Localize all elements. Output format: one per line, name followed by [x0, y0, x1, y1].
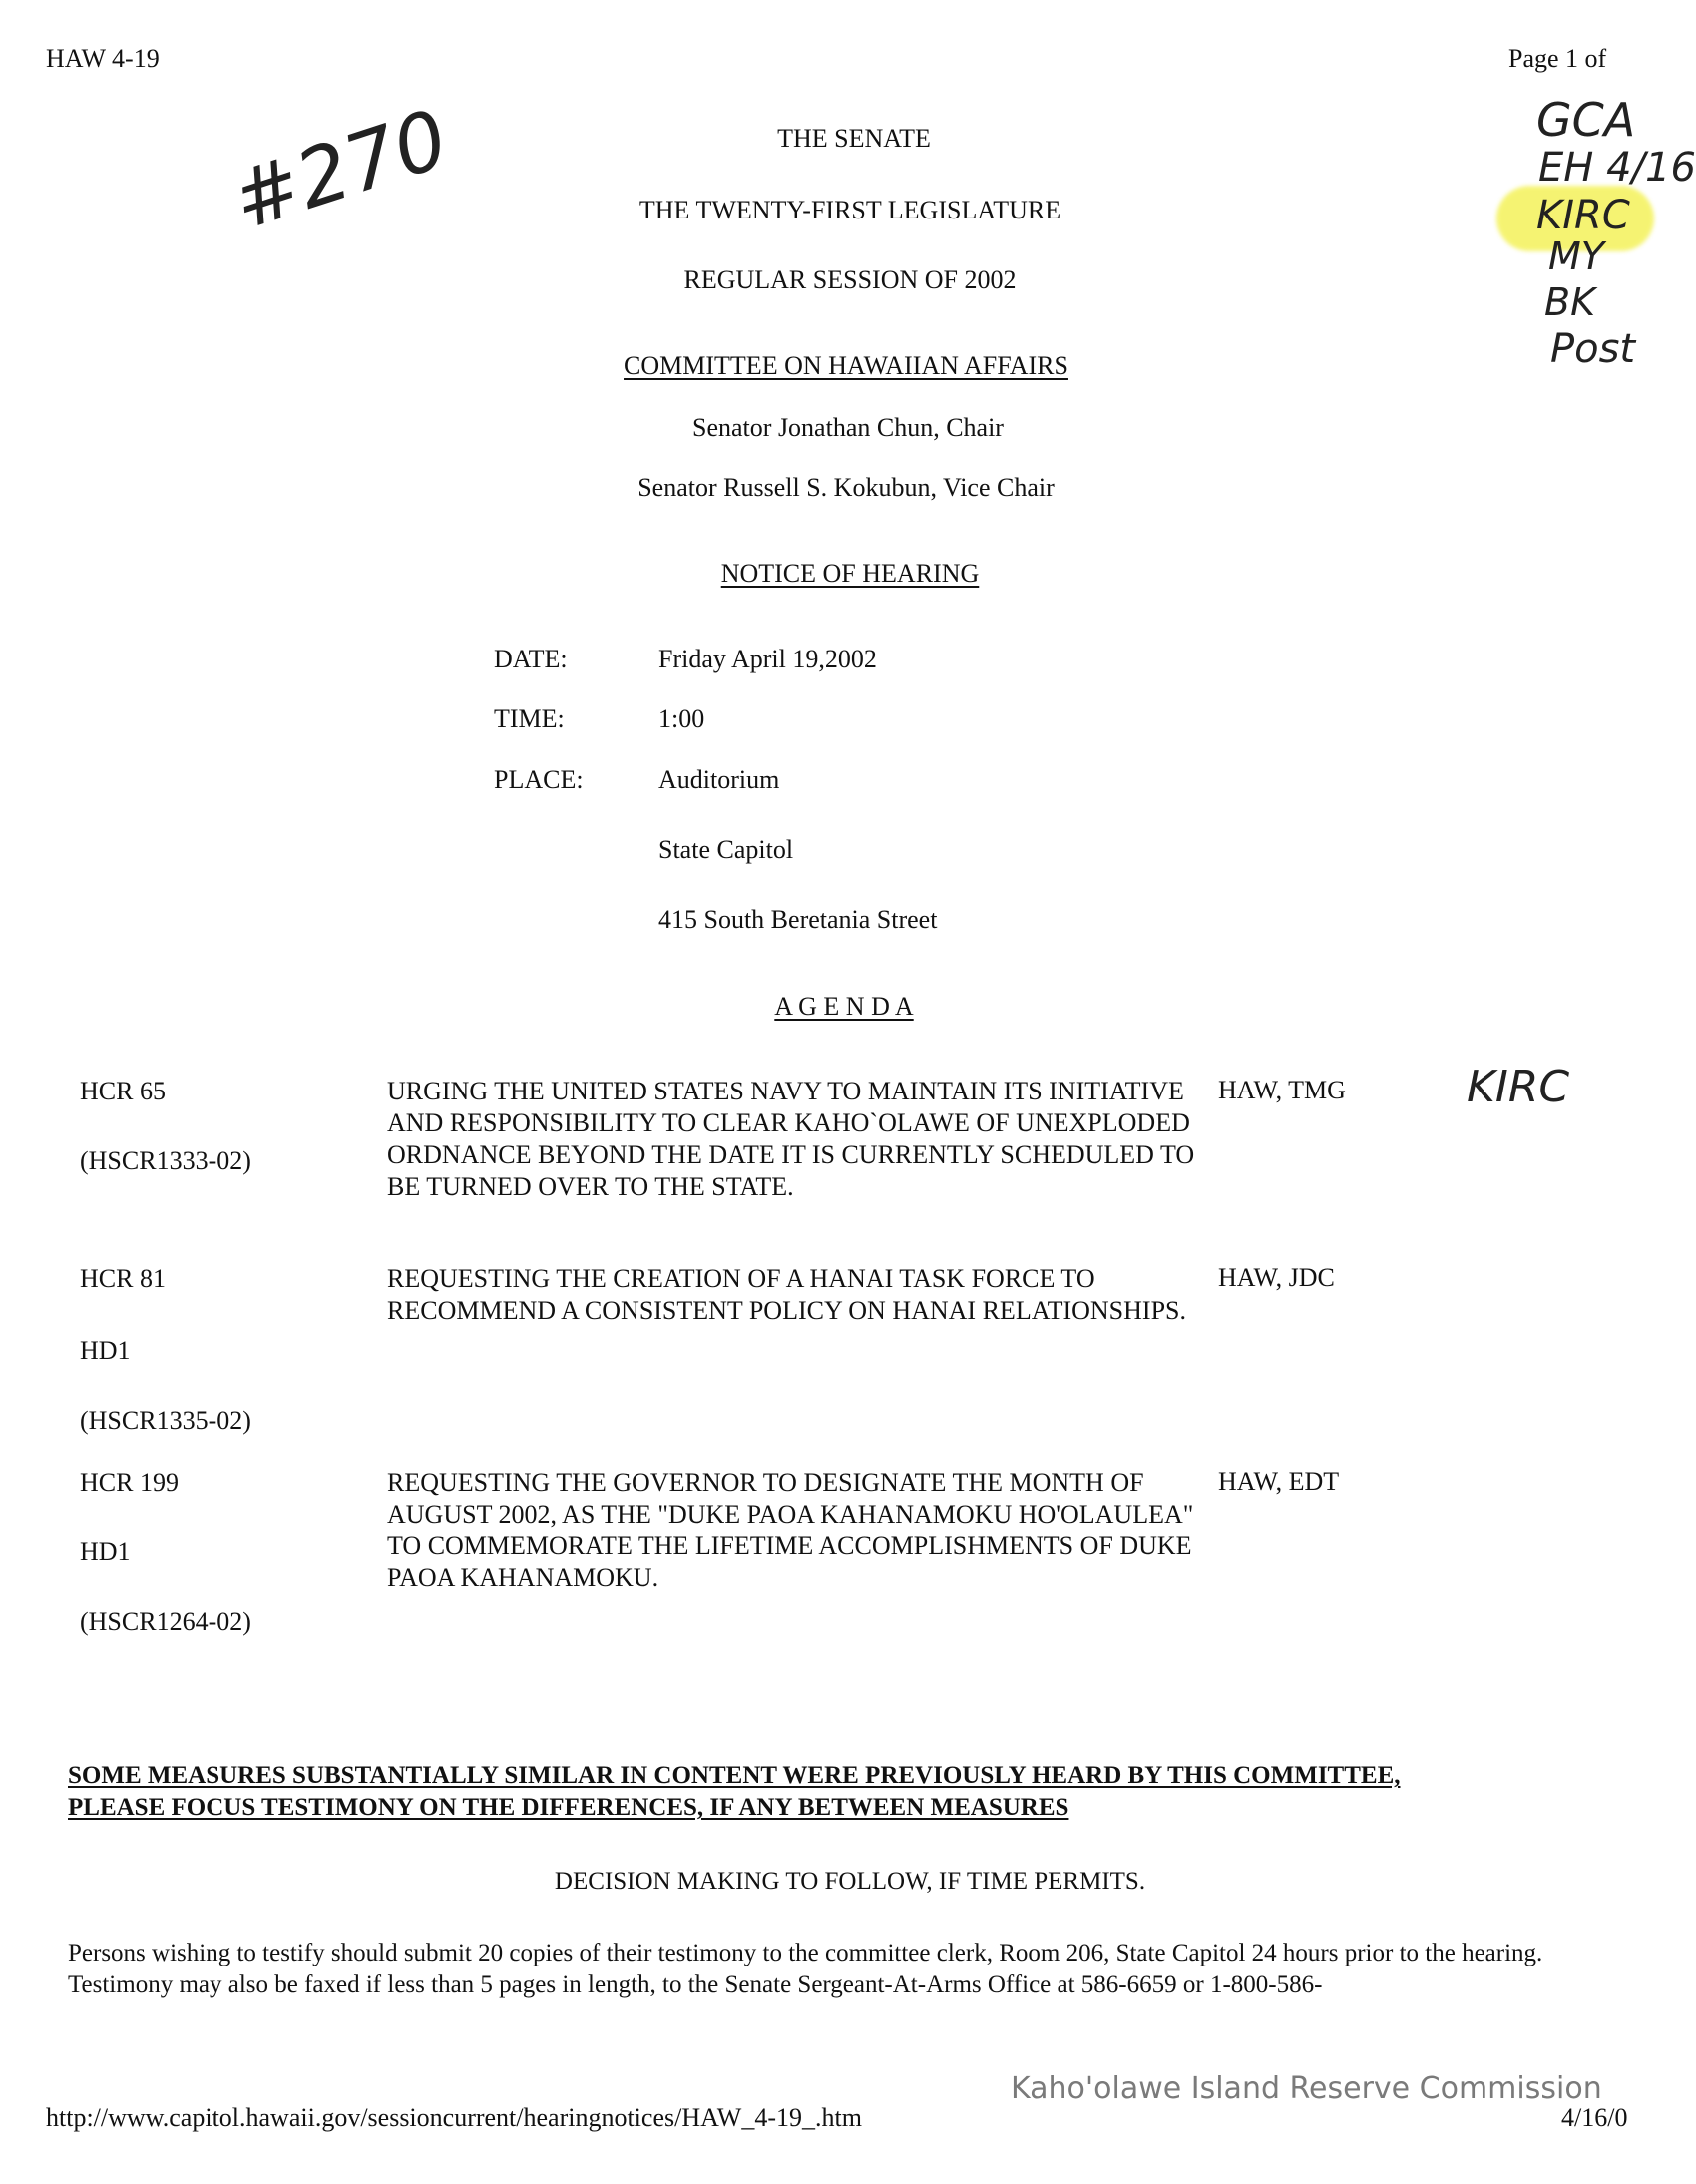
- legislature-title: THE TWENTY-FIRST LEGISLATURE: [638, 196, 1061, 224]
- handwritten-margin-note: Post: [1550, 326, 1636, 372]
- document-code: HAW 4-19: [46, 44, 160, 73]
- committee-report-number: (HSCR1335-02): [80, 1406, 251, 1435]
- testimony-instructions: Persons wishing to testify should submit 20 copies of their testimony to the committee clerk, Room 206, State Capitol 24 hours prior to the hearing. Testimony may also be faxed if less than 5 pages in length, to the Senate Sergeant-At-Arms Office at 586-6659 or 1-800-586-: [68, 1940, 1543, 1998]
- handwritten-margin-note: EH 4/16: [1538, 145, 1696, 191]
- agenda-heading: [8, 992, 1680, 1022]
- notice-heading: [14, 559, 1686, 589]
- chair-line: Senator Jonathan Chun, Chair: [692, 413, 1004, 442]
- print-date: 4/16/0: [1561, 2103, 1628, 2132]
- handwritten-margin-note: GCA: [1536, 93, 1636, 147]
- committee-title: [10, 351, 1682, 381]
- time-value: 1:00: [658, 704, 705, 733]
- handwritten-agenda-note: KIRC: [1467, 1062, 1570, 1112]
- measure-title: URGING THE UNITED STATES NAVY TO MAINTAIN ITS INITIATIVE AND RESPONSIBILITY TO CLEAR KAHO`OLAWE OF UNEXPLODED ORDNANCE BEYOND THE DATE IT IS CURRENTLY SCHEDULED TO BE TURNED OVER TO THE STATE.: [387, 1077, 1195, 1201]
- focus-testimony-line: PLEASE FOCUS TESTIMONY ON THE DIFFERENCES, IF ANY BETWEEN MEASURES: [68, 1794, 1069, 1821]
- source-url: http://www.capitol.hawaii.gov/sessioncurrent/hearingnotices/HAW_4-19_.htm: [46, 2103, 862, 2132]
- agenda-title: A G E N D A: [774, 992, 914, 1021]
- committee-report-number: (HSCR1333-02): [80, 1146, 251, 1175]
- page-label: Page 1 of: [1508, 44, 1607, 73]
- notice-title: NOTICE OF HEARING: [720, 559, 980, 588]
- place-line: State Capitol: [658, 835, 794, 864]
- house-draft: HD1: [80, 1537, 131, 1566]
- date-label: DATE:: [494, 645, 568, 673]
- measure-title: REQUESTING THE GOVERNOR TO DESIGNATE THE MONTH OF AUGUST 2002, AS THE "DUKE PAOA KAHANAMOKU HO'OLAULEA" TO COMMEMORATE THE LIFETIME ACCOMPLISHMENTS OF DUKE PAOA KAHANAMOKU.: [387, 1468, 1194, 1592]
- similar-measures-line: SOME MEASURES SUBSTANTIALLY SIMILAR IN CONTENT WERE PREVIOUSLY HEARD BY THIS COMMITTEE,: [68, 1762, 1401, 1789]
- focus-testimony-notice: [68, 1794, 1068, 1822]
- time-label: TIME:: [494, 704, 565, 733]
- place-line: 415 South Beretania Street: [658, 905, 938, 934]
- handwritten-hearing-number: #270: [221, 92, 459, 248]
- vice-chair-line: Senator Russell S. Kokubun, Vice Chair: [637, 473, 1055, 502]
- measure-title: REQUESTING THE CREATION OF A HANAI TASK FORCE TO RECOMMEND A CONSISTENT POLICY ON HANAI RELATIONSHIPS.: [387, 1264, 1186, 1325]
- handwritten-margin-note: BK: [1544, 280, 1595, 324]
- place-label: PLACE:: [494, 765, 584, 794]
- measure-number: HCR 65: [80, 1077, 166, 1105]
- committee-name: COMMITTEE ON HAWAIIAN AFFAIRS: [624, 351, 1068, 380]
- place-line: Auditorium: [658, 765, 780, 794]
- measure-number: HCR 199: [80, 1468, 179, 1497]
- referral-committees: HAW, JDC: [1218, 1263, 1335, 1292]
- session-title: REGULAR SESSION OF 2002: [683, 265, 1017, 294]
- referral-committees: HAW, TMG: [1218, 1076, 1346, 1104]
- referral-committees: HAW, EDT: [1218, 1467, 1340, 1496]
- chamber-title: THE SENATE: [777, 124, 931, 153]
- archive-watermark: Kaho'olawe Island Reserve Commission: [1011, 2071, 1602, 2106]
- similar-measures-notice: [68, 1762, 1401, 1790]
- committee-report-number: (HSCR1264-02): [80, 1607, 251, 1636]
- house-draft: HD1: [80, 1336, 131, 1365]
- handwritten-margin-note: KIRC: [1536, 193, 1630, 238]
- date-value: Friday April 19,2002: [658, 645, 877, 673]
- measure-number: HCR 81: [80, 1264, 166, 1293]
- handwritten-margin-note: MY: [1548, 234, 1604, 278]
- decision-making-notice: DECISION MAKING TO FOLLOW, IF TIME PERMITS.: [554, 1868, 1146, 1895]
